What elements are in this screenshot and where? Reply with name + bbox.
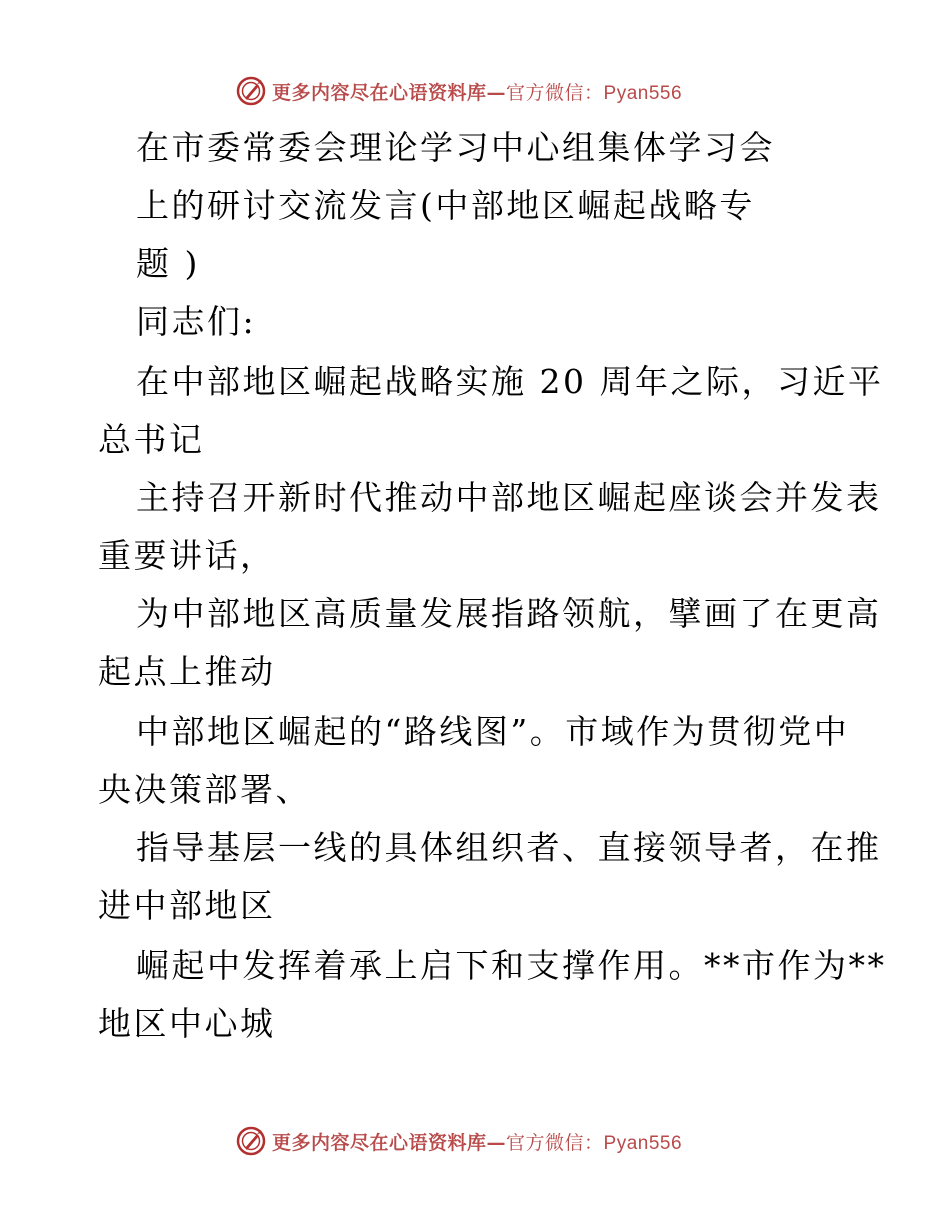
body-line: 地区中心城: [98, 1004, 276, 1043]
body-line: 为中部地区高质量发展指路领航，擘画了在更高: [136, 594, 882, 633]
title-line-1: 在市委常委会理论学习中心组集体学习会: [136, 128, 775, 167]
body-line: 央决策部署、: [98, 770, 311, 809]
body-line: 起点上推动: [98, 652, 276, 691]
title-line-3: 题 ): [136, 244, 200, 283]
body-line: 总书记: [98, 420, 205, 459]
body-line: 进中部地区: [98, 886, 276, 925]
title-line-2: 上的研讨交流发言(中部地区崛起战略专: [136, 186, 755, 225]
watermark-wechat: 官方微信：Pyan556: [506, 82, 683, 104]
body-line: 中部地区崛起的“路线图”。市域作为贯彻党中: [136, 712, 850, 751]
body-line: 在中部地区崛起战略实施 20 周年之际，习近平: [136, 362, 884, 401]
body-line: 重要讲话，: [98, 536, 276, 575]
watermark-prefix: 更多内容尽在心语资料库—: [272, 81, 507, 104]
body-line: 崛起中发挥着承上启下和支撑作用。**市作为**: [136, 946, 887, 985]
body-line: 指导基层一线的具体组织者、直接领导者，在推: [136, 828, 882, 867]
quill-logo-icon: [236, 1126, 266, 1156]
watermark-prefix: 更多内容尽在心语资料库—: [272, 1131, 507, 1154]
body-line: 主持召开新时代推动中部地区崛起座谈会并发表: [136, 478, 882, 517]
salutation: 同志们:: [136, 302, 257, 341]
header-watermark: [236, 74, 682, 108]
watermark-wechat: 官方微信：Pyan556: [506, 1132, 683, 1154]
quill-logo-icon: [236, 76, 266, 106]
footer-watermark: [236, 1124, 682, 1158]
